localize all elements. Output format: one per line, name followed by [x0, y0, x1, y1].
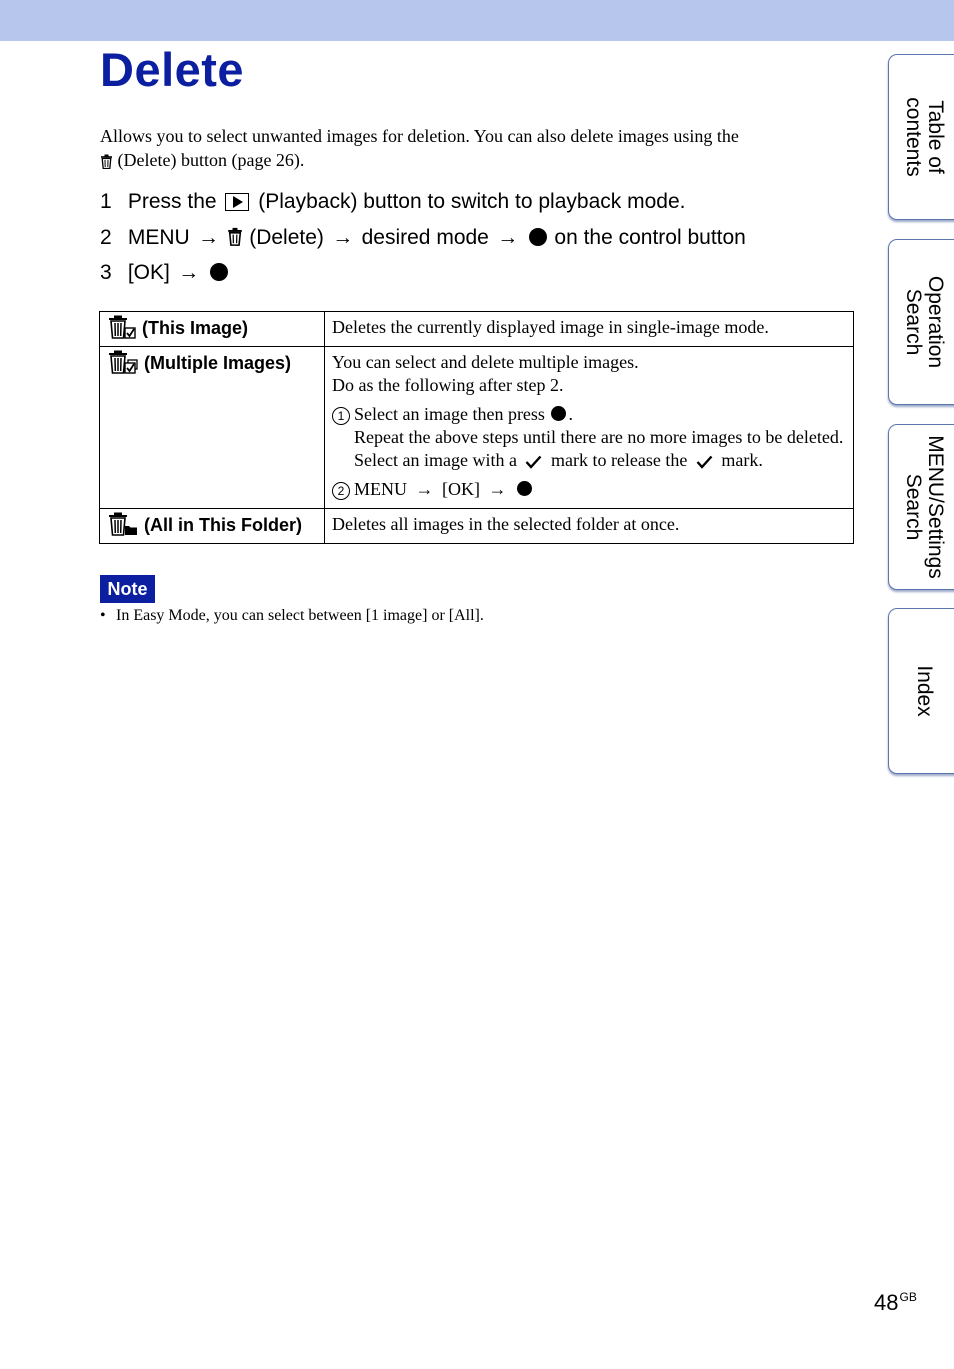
note-text: In Easy Mode, you can select between [1 image] or [All].	[116, 607, 484, 624]
mode-description	[325, 347, 854, 509]
page-number-suffix: GB	[899, 1290, 917, 1304]
page-number	[874, 1290, 917, 1316]
top-banner	[0, 0, 954, 41]
control-button-center-icon	[210, 263, 228, 281]
delete-this-image-icon	[108, 315, 136, 339]
mode-label-all-in-folder: (All in This Folder)	[144, 515, 302, 535]
trash-icon	[227, 226, 243, 247]
tab-operation-search[interactable]	[888, 239, 954, 405]
tab-label: Operation Search	[901, 275, 947, 369]
step-2-text-b: (Delete)	[249, 226, 324, 249]
sub-step-2	[332, 478, 846, 501]
step-2-text-a: MENU	[127, 226, 190, 249]
arrow-icon: →	[178, 261, 200, 284]
step-1	[100, 189, 685, 215]
intro-line-1: Allows you to select unwanted images for deletion. You can also delete images using the	[100, 126, 739, 146]
delete-all-in-folder-icon	[108, 512, 138, 536]
sub-step-text: mark to release the	[550, 450, 688, 470]
desc-line: Do as the following after step 2.	[332, 375, 564, 395]
control-button-center-icon	[517, 481, 532, 496]
arrow-icon: →	[497, 226, 519, 249]
sub-step-text: .	[568, 404, 573, 424]
intro-paragraph	[100, 124, 820, 172]
playback-icon	[225, 193, 249, 211]
control-button-center-icon	[551, 406, 566, 421]
circled-number: 1	[332, 407, 350, 425]
intro-line-2: (Delete) button (page 26).	[117, 150, 305, 170]
step-2-text-d: on the control button	[554, 226, 746, 249]
sub-step-text: MENU	[354, 479, 407, 499]
page-number-value: 48	[874, 1290, 899, 1315]
note-label: Note	[100, 575, 155, 603]
page-title: Delete	[100, 43, 245, 96]
mode-cell	[100, 312, 325, 347]
arrow-icon: →	[415, 479, 434, 499]
step-1-text-b: (Playback) button to switch to playback mode.	[258, 190, 686, 213]
step-2	[100, 225, 746, 251]
sub-step-text: [OK]	[442, 479, 480, 499]
tab-menu-settings-search[interactable]	[888, 424, 954, 590]
bullet: •	[100, 607, 106, 624]
mode-description: Deletes all images in the selected folder at once.	[325, 509, 854, 544]
table-row	[100, 347, 854, 509]
delete-multiple-images-icon	[108, 350, 138, 374]
arrow-icon: →	[198, 226, 220, 249]
arrow-icon: →	[332, 226, 354, 249]
step-1-text-a: Press the	[127, 190, 217, 213]
sub-step-text: Repeat the above steps until there are no more images to be deleted. Select an image with a	[354, 427, 844, 470]
table-row	[100, 509, 854, 544]
checkmark-icon	[696, 455, 713, 469]
tab-label: MENU/Settings Search	[901, 435, 947, 579]
tab-label: Table of contents	[901, 97, 947, 177]
circled-number: 2	[332, 482, 350, 500]
sub-step-text: Select an image then press	[354, 404, 545, 424]
desc-line: You can select and delete multiple images.	[332, 352, 639, 372]
tab-table-of-contents[interactable]	[888, 54, 954, 220]
sub-step-text: mark.	[721, 450, 763, 470]
step-number: 2	[100, 226, 112, 249]
mode-label-multiple-images: (Multiple Images)	[144, 353, 292, 373]
trash-icon	[100, 154, 113, 169]
control-button-center-icon	[529, 228, 547, 246]
step-number: 1	[100, 190, 112, 213]
mode-cell	[100, 347, 325, 509]
delete-modes-table	[99, 311, 854, 544]
step-3	[100, 260, 230, 286]
arrow-icon: →	[488, 479, 507, 499]
checkmark-icon	[525, 455, 542, 469]
mode-cell	[100, 509, 325, 544]
mode-label-this-image: (This Image)	[142, 318, 249, 338]
mode-description: Deletes the currently displayed image in single-image mode.	[325, 312, 854, 347]
step-3-text-a: [OK]	[127, 261, 170, 284]
note-item	[100, 605, 484, 627]
step-2-text-c: desired mode	[361, 226, 489, 249]
step-number: 3	[100, 261, 112, 284]
table-row	[100, 312, 854, 347]
tab-label: Index	[912, 665, 936, 717]
tab-index[interactable]	[888, 608, 954, 774]
sub-step-1	[332, 403, 846, 472]
